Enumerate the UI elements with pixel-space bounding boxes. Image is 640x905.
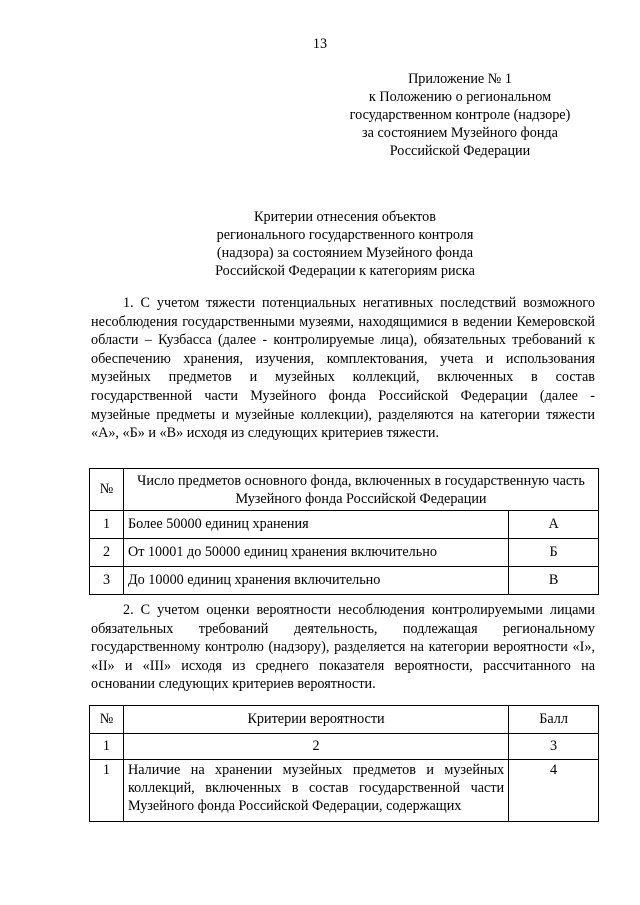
appendix-line: Приложение № 1 (408, 71, 512, 87)
paragraph-1: 1. С учетом тяжести потенциальных негативных последствий возможного несоблюдения государственными музеями, находящимися в ведении Кемеровской области – Кузбасса (далее - контролируемые лица), обязательных требований к обеспечению хранения, изучения, комплектования, учета и использования музейных предметов и музейных коллекций, включенных в состав государственной части Музейного фонда Российской Федерации (далее - музейные предметы и музейные коллекции), разделяются на категории тяжести «А», «Б» и «В» исходя из следующих критериев тяжести. (91, 295, 595, 442)
row-description: От 10001 до 50000 единиц хранения включительно (123, 539, 508, 567)
title-line: (надзора) за состоянием Музейного фонда (216, 245, 474, 261)
row-number: 2 (90, 539, 124, 567)
row-number: 3 (90, 567, 124, 595)
col-index: 3 (509, 734, 599, 760)
title-line: Критерии отнесения объектов (254, 209, 436, 225)
row-category: А (509, 511, 599, 539)
header-object-count: Число предметов основного фонда, включенных в государственную часть Музейного фонда Российской Федерации (123, 469, 598, 511)
row-category: В (509, 567, 599, 595)
appendix-line: за состоянием Музейного фонда (362, 125, 558, 141)
appendix-header (330, 70, 590, 160)
col-index: 2 (123, 734, 508, 760)
table-row (90, 567, 599, 595)
table-row (90, 511, 599, 539)
table-row (90, 539, 599, 567)
header-criteria: Критерии вероятности (123, 706, 508, 734)
appendix-line: Российской Федерации (389, 143, 531, 159)
appendix-line: государственном контроле (надзоре) (349, 107, 571, 123)
row-number: 1 (90, 511, 124, 539)
severity-table (89, 468, 599, 595)
document-title (150, 208, 540, 280)
appendix-line: к Положению о региональном (368, 89, 552, 105)
probability-table (89, 705, 599, 822)
row-description: Более 50000 единиц хранения (123, 511, 508, 539)
row-description: До 10000 единиц хранения включительно (123, 567, 508, 595)
row-category: Б (509, 539, 599, 567)
header-number: № (90, 706, 124, 734)
table-header-row (90, 706, 599, 734)
row-criteria: Наличие на хранении музейных предметов и музейных коллекций, включенных в состав государственной части Музейного фонда Российской Федерации, содержащих (123, 760, 508, 822)
header-number: № (90, 469, 124, 511)
table-row (90, 760, 599, 822)
row-score: 4 (509, 760, 599, 822)
row-number: 1 (90, 760, 124, 822)
paragraph-2: 2. С учетом оценки вероятности несоблюдения контролируемыми лицами обязательных требований деятельность, подлежащая региональному государственному контролю (надзору), разделяется на категории вероятности «I», «II» и «III» исходя из среднего показателя вероятности, рассчитанного на основании следующих критериев вероятности. (91, 602, 595, 693)
title-line: Российской Федерации к категориям риска (215, 263, 475, 279)
column-number-row (90, 734, 599, 760)
page-number: 13 (312, 36, 328, 52)
header-score: Балл (509, 706, 599, 734)
table-header-row (90, 469, 599, 511)
col-index: 1 (90, 734, 124, 760)
title-line: регионального государственного контроля (216, 227, 474, 243)
